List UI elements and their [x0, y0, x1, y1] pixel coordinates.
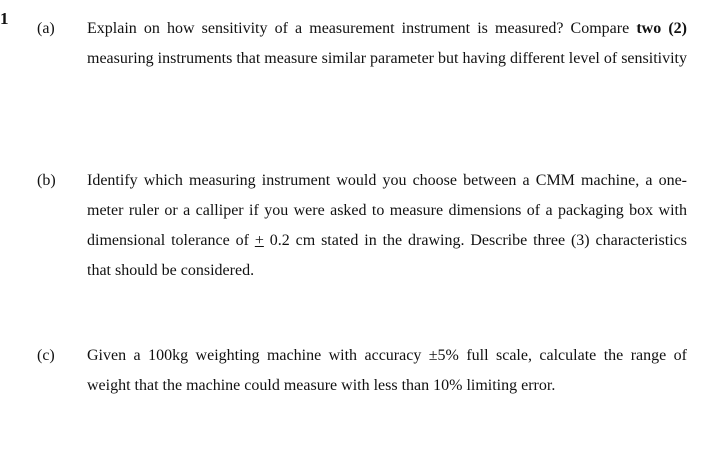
question-text — [87, 166, 687, 286]
plus-minus-symbol: + — [254, 232, 264, 249]
question-text: Given a 100kg weighting machine with accuracy ±5% full scale, calculate the range of weight that the machine could measure with less than 10% limiting error. — [87, 347, 687, 394]
edge-mark: 1 — [0, 9, 9, 28]
question-text — [87, 14, 687, 74]
question-label: (a) — [37, 20, 55, 37]
question-bold-text: two (2) — [636, 20, 687, 37]
question-text-part: Identify which measuring instrument would you choose between a CMM machine, a one-meter ruler or a calliper if you were asked to measure dimensions of a packaging box with dimensional tolerance of — [87, 172, 687, 249]
question-text-part: 0.2 cm stated in the drawing. Describe three (3) characteristics that should be considered. — [87, 232, 687, 279]
question-label: (b) — [37, 172, 56, 189]
question-label: (c) — [37, 347, 55, 364]
question-text-part: measuring instruments that measure similar parameter but having different level of sensitivity — [87, 50, 687, 67]
question-text-part: Explain on how sensitivity of a measurement instrument is measured? Compare — [87, 20, 637, 37]
